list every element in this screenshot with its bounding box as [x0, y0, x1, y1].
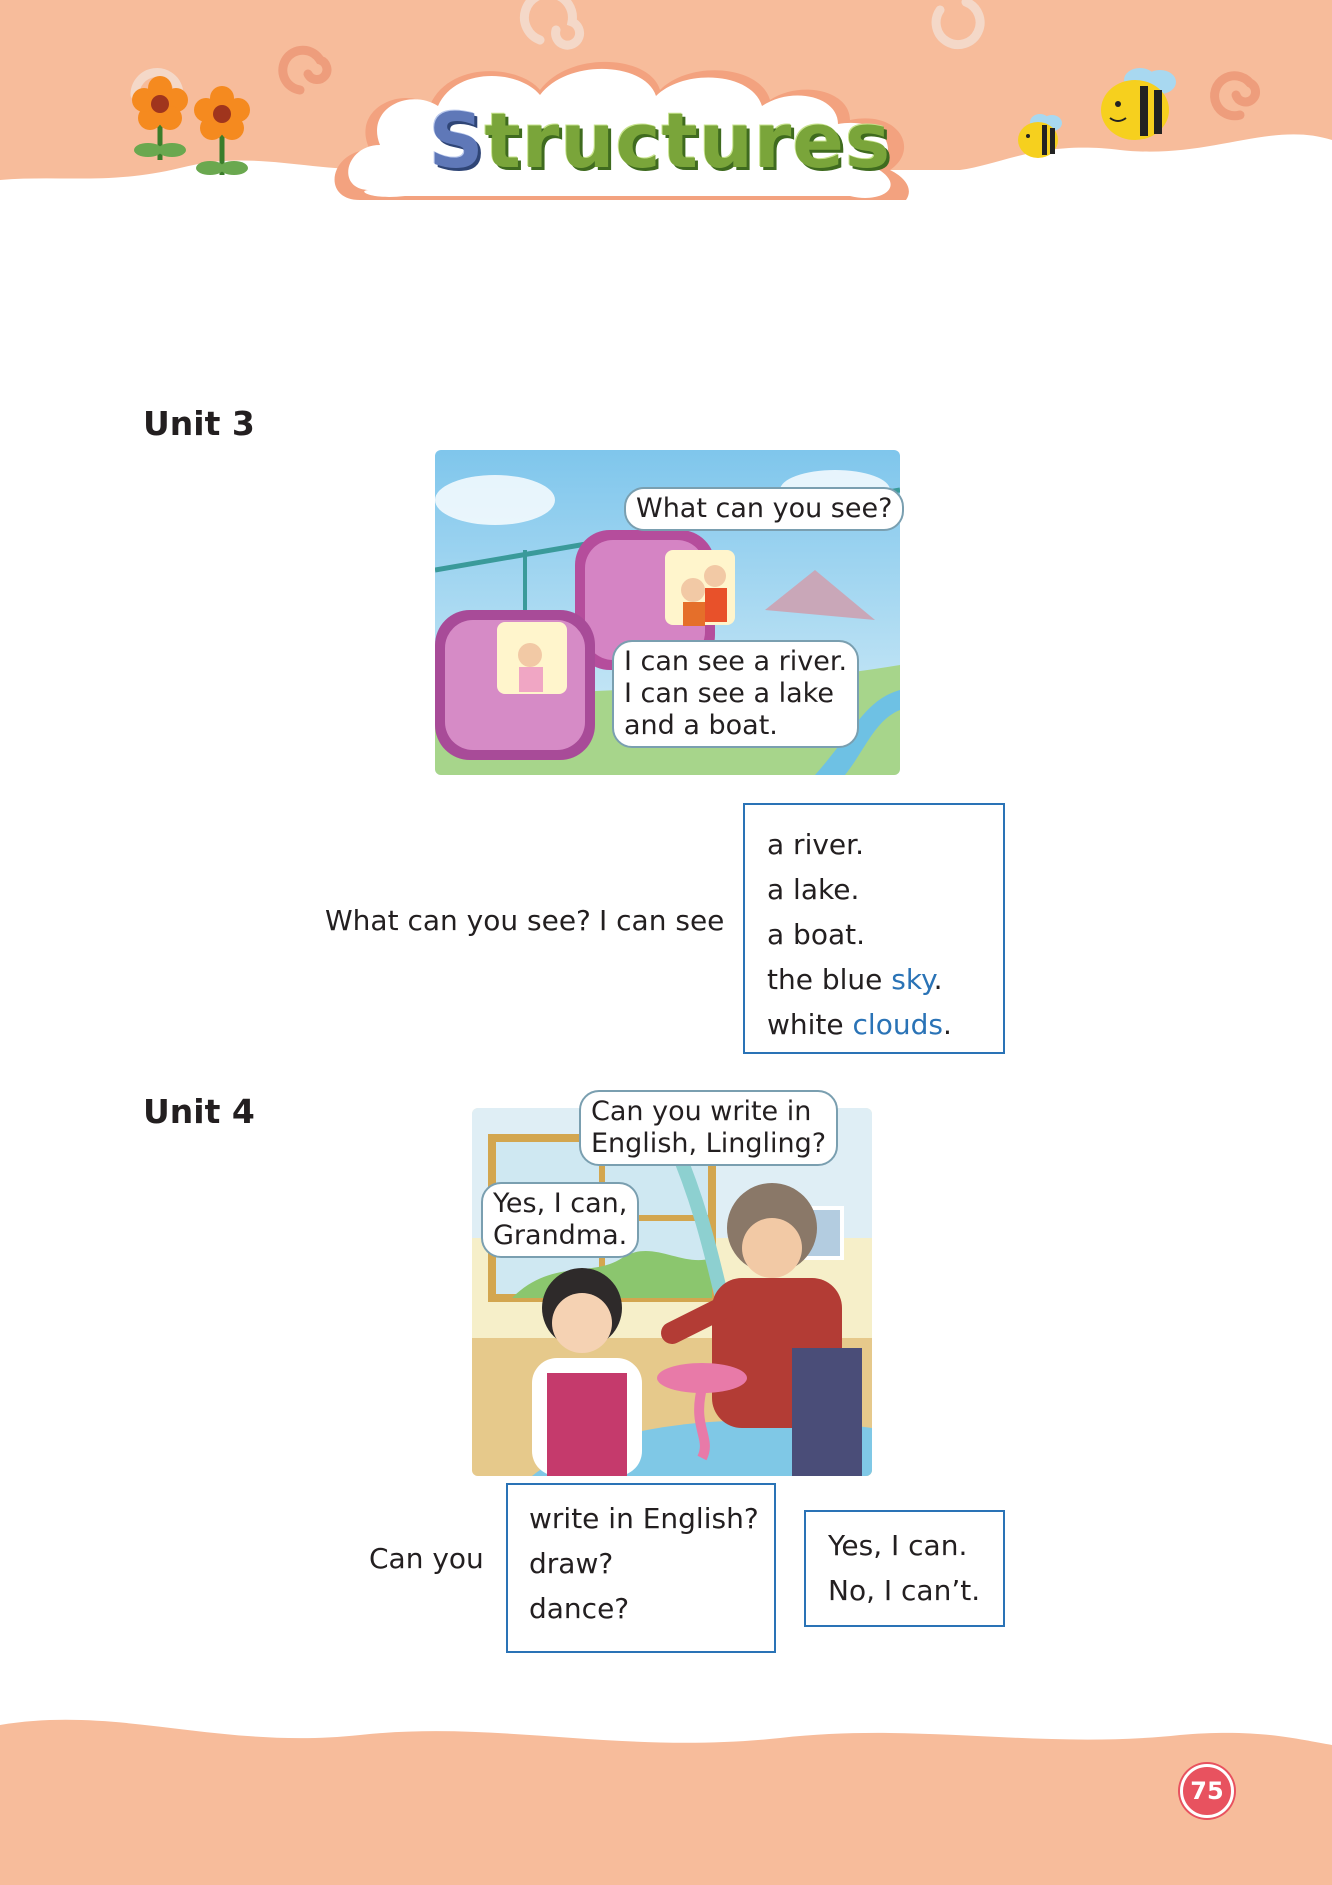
option-item: a boat.	[767, 918, 865, 951]
unit-3-question: What can you see?	[325, 904, 591, 937]
unit-4-stem: Can you	[369, 1542, 484, 1575]
option-item: a river.	[767, 828, 864, 861]
speech-bubble-answer	[612, 640, 859, 748]
flower-icon	[132, 76, 188, 160]
option-item: a lake.	[767, 873, 860, 906]
answer-item: No, I can’t.	[828, 1574, 981, 1607]
option-item: dance?	[529, 1592, 630, 1625]
page-title: Structures	[428, 96, 892, 185]
unit-3-stem: I can see	[599, 904, 725, 937]
option-item: draw?	[529, 1547, 614, 1580]
highlight-word: sky	[891, 963, 934, 996]
bubble-line: I can see a lake	[624, 678, 834, 709]
unit-3-options-box	[743, 803, 1005, 1054]
highlight-word: clouds	[852, 1008, 943, 1041]
bubble-line: English, Lingling?	[591, 1128, 827, 1159]
bubble-line: I can see a river.	[624, 646, 848, 677]
page-number: 75	[1180, 1764, 1234, 1818]
page-title-rest: tructures	[484, 96, 892, 185]
bubble-line: Can you write in	[591, 1096, 812, 1127]
bubble-line: What can you see?	[636, 493, 893, 524]
speech-bubble-question	[579, 1090, 838, 1166]
bubble-line: and a boat.	[624, 710, 778, 741]
footer-banner	[0, 1710, 1332, 1885]
answer-item: Yes, I can.	[828, 1529, 968, 1562]
speech-bubble-answer	[481, 1182, 639, 1258]
speech-bubble-question	[624, 487, 904, 531]
unit-4-options-box	[506, 1483, 776, 1653]
bubble-line: Grandma.	[493, 1220, 628, 1251]
unit-4-answers-box	[804, 1510, 1005, 1627]
bubble-line: Yes, I can,	[493, 1188, 628, 1219]
unit-3-heading: Unit 3	[143, 404, 255, 443]
option-item: the blue sky.	[767, 963, 943, 996]
unit-4-heading: Unit 4	[143, 1092, 255, 1131]
option-item: white clouds.	[767, 1008, 952, 1041]
option-item: write in English?	[529, 1502, 759, 1535]
